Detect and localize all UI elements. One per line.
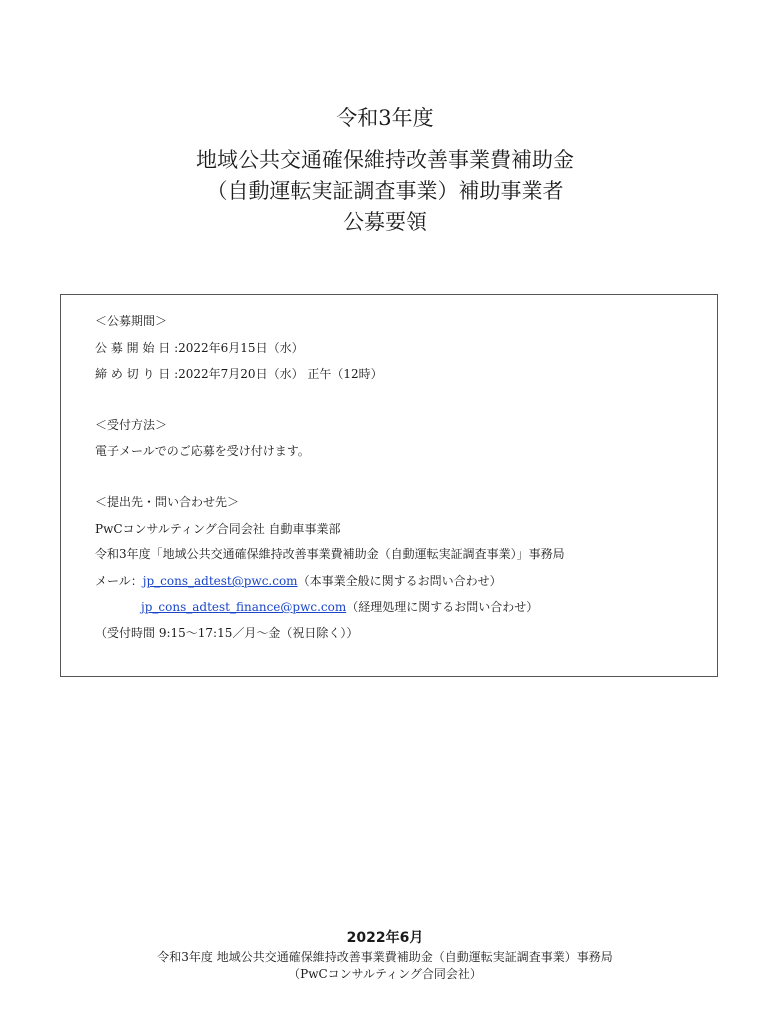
end-date-value: 2022年7月20日（水） 正午（12時） [178, 367, 383, 381]
end-date-row [95, 368, 383, 380]
footer-office-line: 令和3年度 地域公共交通確保維持改善事業費補助金（自動運転実証調査事業）事務局 [157, 950, 613, 964]
fiscal-year-heading: 令和3年度 [336, 106, 434, 130]
method-text: 電子メールでのご応募を受け付けます。 [95, 444, 310, 458]
page-title-line-2: （自動運転実証調査事業）補助事業者 [206, 179, 564, 203]
email-link-finance[interactable]: jp_cons_adtest_finance@pwc.com [141, 600, 347, 614]
info-box [60, 294, 718, 677]
page-title-line-3: 公募要領 [343, 210, 427, 234]
email-note-general: （本事業全般に関するお問い合わせ） [297, 574, 502, 588]
reception-hours: （受付時間 9:15～17:15／月～金（祝日除く）） [95, 626, 359, 640]
email-link-general[interactable]: jp_cons_adtest@pwc.com [142, 574, 298, 588]
footer-company-line: （PwCコンサルティング合同会社） [288, 967, 482, 981]
start-date-value: 2022年6月15日（水） [178, 341, 304, 355]
mail-label: メール： [95, 574, 143, 588]
office-name: 令和3年度「地域公共交通確保維持改善事業費補助金（自動運転実証調査事業）」事務局 [95, 547, 565, 561]
start-date-label: 公 募 開 始 日 : [95, 341, 179, 355]
company-name: PwCコンサルティング合同会社 自動車事業部 [95, 522, 341, 536]
issue-date: 2022年6月 [346, 930, 424, 946]
method-heading: ＜受付方法＞ [95, 418, 168, 432]
start-date-row [95, 342, 304, 354]
email-row-1 [95, 575, 502, 587]
email-row-2 [141, 601, 538, 613]
period-heading: ＜公募期間＞ [95, 314, 168, 328]
page-title-line-1: 地域公共交通確保維持改善事業費補助金 [196, 148, 574, 172]
end-date-label: 締 め 切 り 日 : [95, 367, 179, 381]
email-note-finance: （経理処理に関するお問い合わせ） [346, 600, 539, 614]
contact-heading: ＜提出先・問い合わせ先＞ [95, 495, 240, 509]
